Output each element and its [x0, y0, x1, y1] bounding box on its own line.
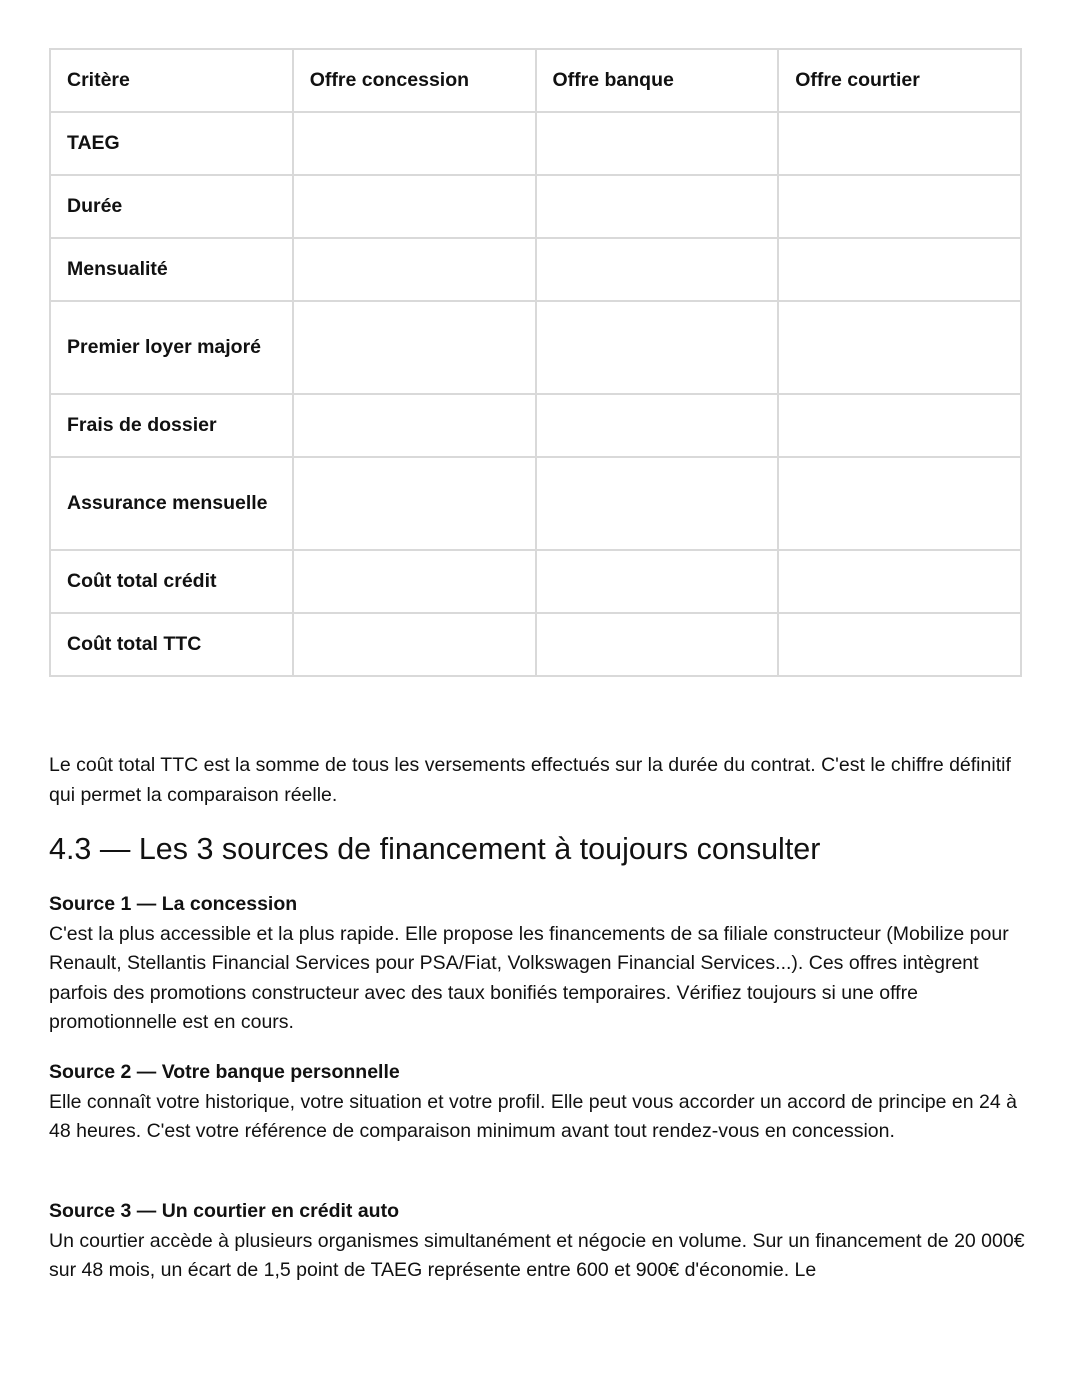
source-block-dealer [49, 890, 1039, 1038]
table-cell [778, 112, 1021, 175]
section-heading: 4.3 — Les 3 sources de financement à toujours consulter [49, 832, 821, 866]
table-row [50, 238, 1021, 301]
table-cell [536, 613, 779, 676]
table-cell [536, 457, 779, 550]
table-cell [778, 457, 1021, 550]
column-header-dealer-offer: Offre concession [293, 49, 536, 112]
source-title: Source 3 — Un courtier en crédit auto [49, 1200, 399, 1222]
table-row [50, 550, 1021, 613]
source-body: Un courtier accède à plusieurs organismes simultanément et négocie en volume. Sur un financement de 20 000€ sur 48 mois, un écart de 1,5 point de TAEG représente entre 600 et 900€ d'économie. Le [49, 1229, 1025, 1281]
document-page [49, 48, 1025, 1281]
column-header-criterion: Critère [50, 49, 293, 112]
column-header-bank-offer: Offre banque [536, 49, 779, 112]
table-cell [293, 550, 536, 613]
table-cell [536, 394, 779, 457]
row-label: Coût total crédit [50, 550, 293, 613]
table-cell [536, 175, 779, 238]
source-title: Source 2 — Votre banque personnelle [49, 1061, 400, 1083]
table-cell [293, 238, 536, 301]
source-body: C'est la plus accessible et la plus rapide. Elle propose les financements de sa filiale constructeur (Mobilize pour Renault, Stellantis Financial Services pour PSA/Fiat, Volkswagen Financial Services...). Ces offres intègrent parfois des promotions constructeur avec des taux bonifiés temporaires. Vérifiez toujours si une offre promotionnelle est en cours. [49, 922, 1009, 1033]
row-label: Coût total TTC [50, 613, 293, 676]
table-row [50, 301, 1021, 394]
table-cell [293, 394, 536, 457]
table-cell [778, 175, 1021, 238]
intro-paragraph: Le coût total TTC est la somme de tous les versements effectués sur la durée du contrat. C'est le chiffre définitif qui permet la comparaison réelle. [49, 754, 1011, 806]
table-header-row [50, 49, 1021, 112]
table-cell [293, 301, 536, 394]
table-cell [778, 238, 1021, 301]
table-cell [293, 112, 536, 175]
table-row [50, 457, 1021, 550]
table-cell [293, 175, 536, 238]
table-row [50, 394, 1021, 457]
table-cell [778, 394, 1021, 457]
source-block-bank [49, 1058, 1039, 1147]
row-label: Premier loyer majoré [50, 301, 293, 394]
table-cell [536, 112, 779, 175]
table-cell [778, 613, 1021, 676]
table-cell [536, 238, 779, 301]
source-body: Elle connaît votre historique, votre situation et votre profil. Elle peut vous accorder un accord de principe en 24 à 48 heures. C'est votre référence de comparaison minimum avant tout rendez-vous en concession. [49, 1090, 1017, 1142]
row-label: TAEG [50, 112, 293, 175]
table-cell [536, 301, 779, 394]
table-cell [536, 550, 779, 613]
table-cell [293, 457, 536, 550]
table-cell [778, 301, 1021, 394]
row-label: Mensualité [50, 238, 293, 301]
row-label: Frais de dossier [50, 394, 293, 457]
column-header-broker-offer: Offre courtier [778, 49, 1021, 112]
source-block-broker [49, 1197, 1039, 1286]
source-title: Source 1 — La concession [49, 893, 298, 915]
table-cell [293, 613, 536, 676]
table-row [50, 613, 1021, 676]
table-row [50, 112, 1021, 175]
table-cell [778, 550, 1021, 613]
row-label: Assurance mensuelle [50, 457, 293, 550]
row-label: Durée [50, 175, 293, 238]
comparison-table [49, 48, 1022, 677]
table-row [50, 175, 1021, 238]
